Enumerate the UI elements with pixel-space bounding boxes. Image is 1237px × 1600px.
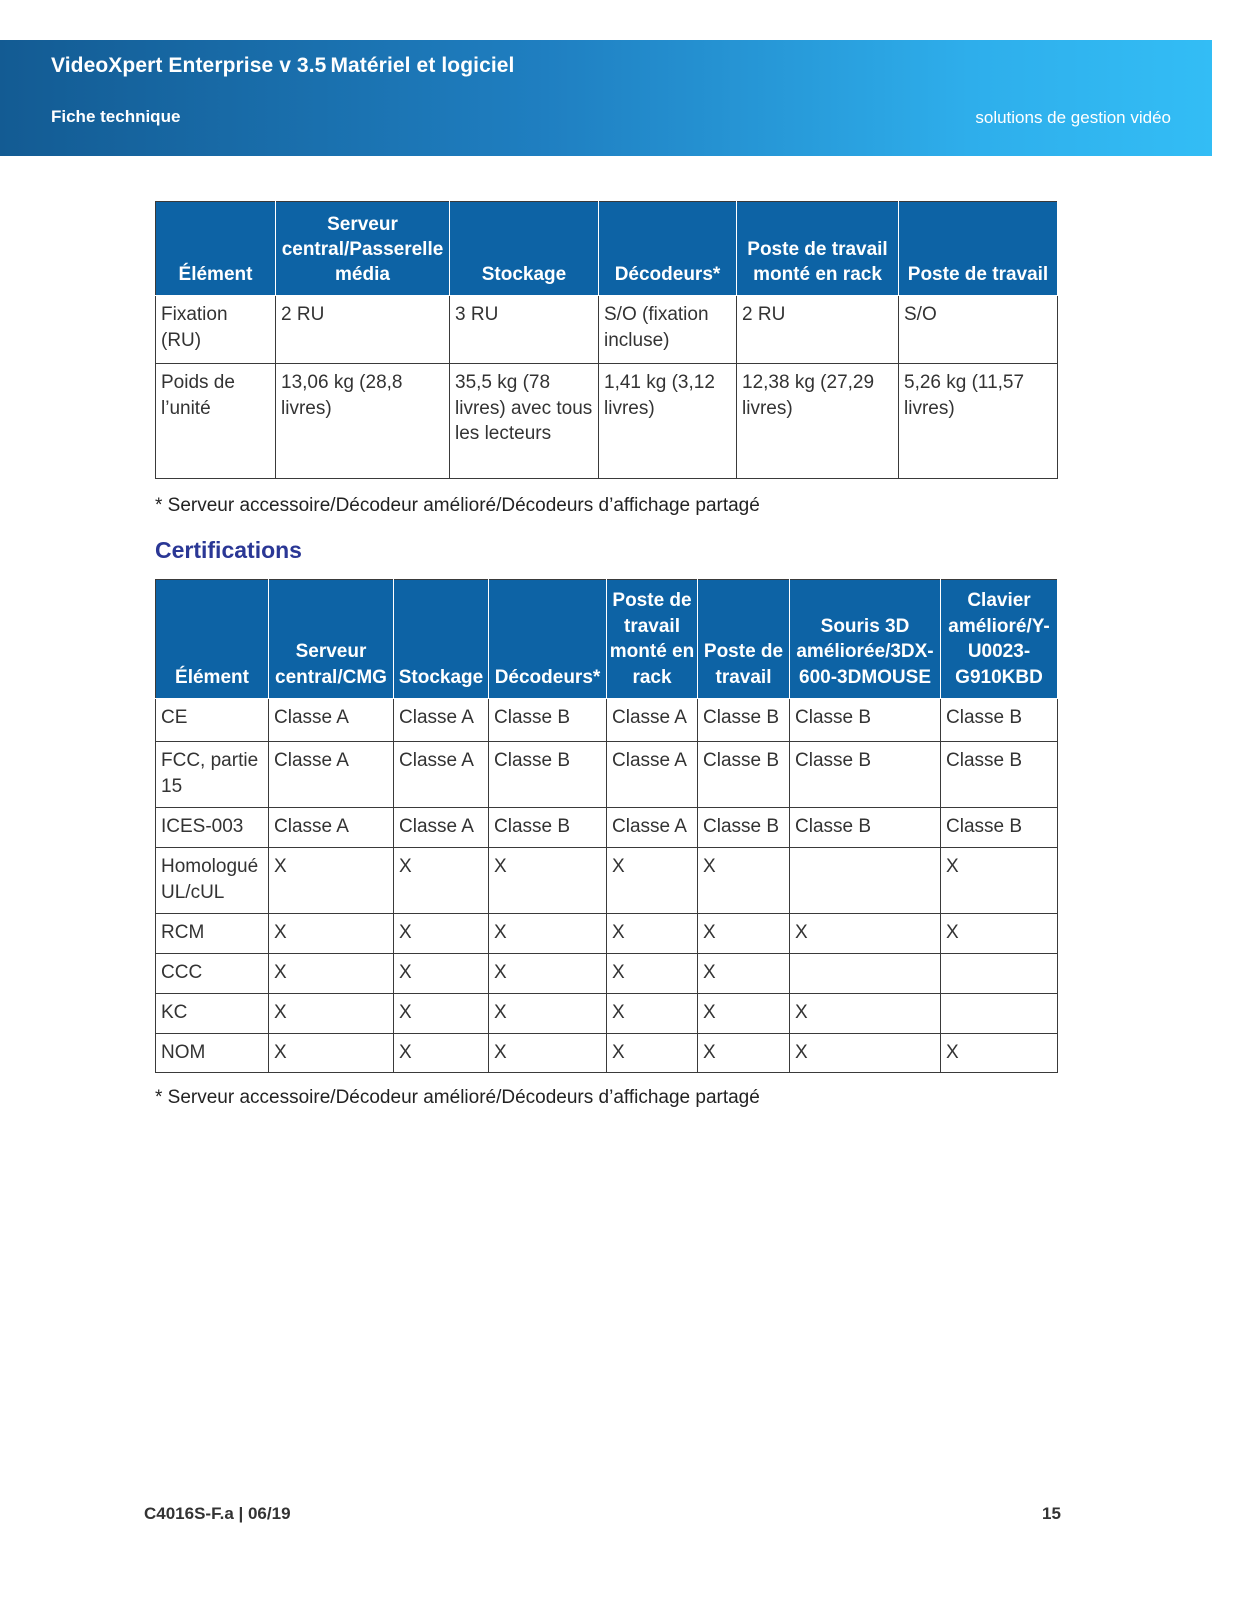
- table-cell: KC: [156, 994, 269, 1034]
- table-cell: X: [607, 954, 698, 994]
- column-header: Poste de travail monté en rack: [737, 202, 899, 296]
- table-cell: 1,41 kg (3,12 livres): [599, 364, 737, 479]
- table-cell: X: [489, 954, 607, 994]
- table-cell: [941, 954, 1058, 994]
- column-header: Élément: [156, 580, 269, 699]
- column-header: Stockage: [394, 580, 489, 699]
- table-header-row: [156, 202, 1058, 296]
- section-heading: Certifications: [155, 537, 302, 563]
- table-cell: 35,5 kg (78 livres) avec tous les lecteurs: [450, 364, 599, 479]
- title-suffix: Matériel et logiciel: [330, 54, 515, 77]
- table-cell: ICES-003: [156, 808, 269, 848]
- table-cell: S/O: [899, 296, 1058, 364]
- table-row: [156, 699, 1058, 742]
- table-row: [156, 848, 1058, 914]
- table-cell: [941, 994, 1058, 1034]
- table-cell: CE: [156, 699, 269, 742]
- column-header: Stockage: [450, 202, 599, 296]
- table-cell: X: [941, 848, 1058, 914]
- table-cell: Classe B: [698, 808, 790, 848]
- table-cell: 2 RU: [737, 296, 899, 364]
- page-header: [0, 40, 1212, 156]
- table-cell: Classe A: [269, 699, 394, 742]
- table-cell: Classe A: [269, 742, 394, 808]
- column-header: Élément: [156, 202, 276, 296]
- table-cell: FCC, partie 15: [156, 742, 269, 808]
- table-cell: Fixation (RU): [156, 296, 276, 364]
- table-cell: X: [489, 1034, 607, 1073]
- column-header: Souris 3D améliorée/3DX-600-3DMOUSE: [790, 580, 941, 699]
- table-row: [156, 808, 1058, 848]
- table-cell: Classe B: [698, 699, 790, 742]
- table-cell: 5,26 kg (11,57 livres): [899, 364, 1058, 479]
- table-cell: X: [790, 994, 941, 1034]
- table-cell: CCC: [156, 954, 269, 994]
- certifications-table: [155, 579, 1058, 1073]
- table-cell: X: [489, 914, 607, 954]
- column-header: Poste de travail: [698, 580, 790, 699]
- column-header: Clavier amélioré/Y-U0023-G910KBD: [941, 580, 1058, 699]
- table-cell: X: [489, 994, 607, 1034]
- table-cell: Classe B: [790, 808, 941, 848]
- table-cell: X: [607, 914, 698, 954]
- column-header: Serveur central/CMG: [269, 580, 394, 699]
- table-cell: Classe B: [489, 742, 607, 808]
- table-cell: Classe B: [790, 742, 941, 808]
- document-type: Fiche technique: [51, 107, 181, 126]
- table-cell: X: [607, 1034, 698, 1073]
- document-code: C4016S-F.a | 06/19: [144, 1504, 291, 1523]
- table-cell: X: [698, 954, 790, 994]
- table-cell: X: [790, 914, 941, 954]
- table-cell: X: [698, 1034, 790, 1073]
- table-row: [156, 1034, 1058, 1073]
- column-header: Poste de travail monté en rack: [607, 580, 698, 699]
- table-cell: X: [790, 1034, 941, 1073]
- column-header: Serveur central/Passerelle média: [276, 202, 450, 296]
- table-cell: X: [941, 914, 1058, 954]
- table-cell: Homologué UL/cUL: [156, 848, 269, 914]
- table-row: [156, 296, 1058, 364]
- table-cell: Classe B: [941, 808, 1058, 848]
- table-cell: X: [698, 994, 790, 1034]
- table-cell: Classe A: [607, 808, 698, 848]
- table-row: [156, 742, 1058, 808]
- table-cell: X: [394, 1034, 489, 1073]
- table-cell: X: [269, 848, 394, 914]
- table-cell: Classe B: [489, 699, 607, 742]
- table-cell: X: [394, 994, 489, 1034]
- table-cell: X: [394, 848, 489, 914]
- document-title: [51, 54, 515, 78]
- table-cell: X: [607, 848, 698, 914]
- table-cell: Classe B: [790, 699, 941, 742]
- table-cell: [790, 848, 941, 914]
- table-cell: Classe A: [269, 808, 394, 848]
- table-cell: X: [698, 848, 790, 914]
- table-cell: X: [394, 914, 489, 954]
- table-cell: X: [269, 914, 394, 954]
- table-cell: 13,06 kg (28,8 livres): [276, 364, 450, 479]
- table-cell: X: [698, 914, 790, 954]
- table-cell: Classe A: [394, 699, 489, 742]
- table-row: [156, 954, 1058, 994]
- table-cell: Classe A: [394, 742, 489, 808]
- column-header: Décodeurs*: [489, 580, 607, 699]
- header-tagline: solutions de gestion vidéo: [975, 108, 1171, 127]
- table-cell: X: [269, 954, 394, 994]
- table-header-row: [156, 580, 1058, 699]
- table-cell: Classe B: [941, 699, 1058, 742]
- page-number: 15: [1042, 1504, 1061, 1523]
- table-cell: Classe A: [607, 742, 698, 808]
- table-row: [156, 914, 1058, 954]
- table-cell: 3 RU: [450, 296, 599, 364]
- table-row: [156, 994, 1058, 1034]
- specs-footnote: * Serveur accessoire/Décodeur amélioré/Décodeurs d’affichage partagé: [155, 495, 760, 516]
- table-cell: Classe B: [489, 808, 607, 848]
- table-cell: S/O (fixation incluse): [599, 296, 737, 364]
- table-cell: Classe B: [698, 742, 790, 808]
- table-cell: X: [489, 848, 607, 914]
- table-cell: RCM: [156, 914, 269, 954]
- table-cell: X: [607, 994, 698, 1034]
- table-row: [156, 364, 1058, 479]
- table-cell: Poids de l’unité: [156, 364, 276, 479]
- certifications-footnote: * Serveur accessoire/Décodeur amélioré/Décodeurs d’affichage partagé: [155, 1087, 760, 1108]
- table-cell: 12,38 kg (27,29 livres): [737, 364, 899, 479]
- table-cell: X: [269, 994, 394, 1034]
- table-cell: X: [941, 1034, 1058, 1073]
- product-name: VideoXpert Enterprise v 3.5: [51, 54, 327, 77]
- table-cell: Classe A: [607, 699, 698, 742]
- table-cell: NOM: [156, 1034, 269, 1073]
- column-header: Décodeurs*: [599, 202, 737, 296]
- column-header: Poste de travail: [899, 202, 1058, 296]
- table-cell: 2 RU: [276, 296, 450, 364]
- table-cell: [790, 954, 941, 994]
- table-cell: X: [269, 1034, 394, 1073]
- table-cell: X: [394, 954, 489, 994]
- specifications-table: [155, 201, 1058, 479]
- table-cell: Classe A: [394, 808, 489, 848]
- table-cell: Classe B: [941, 742, 1058, 808]
